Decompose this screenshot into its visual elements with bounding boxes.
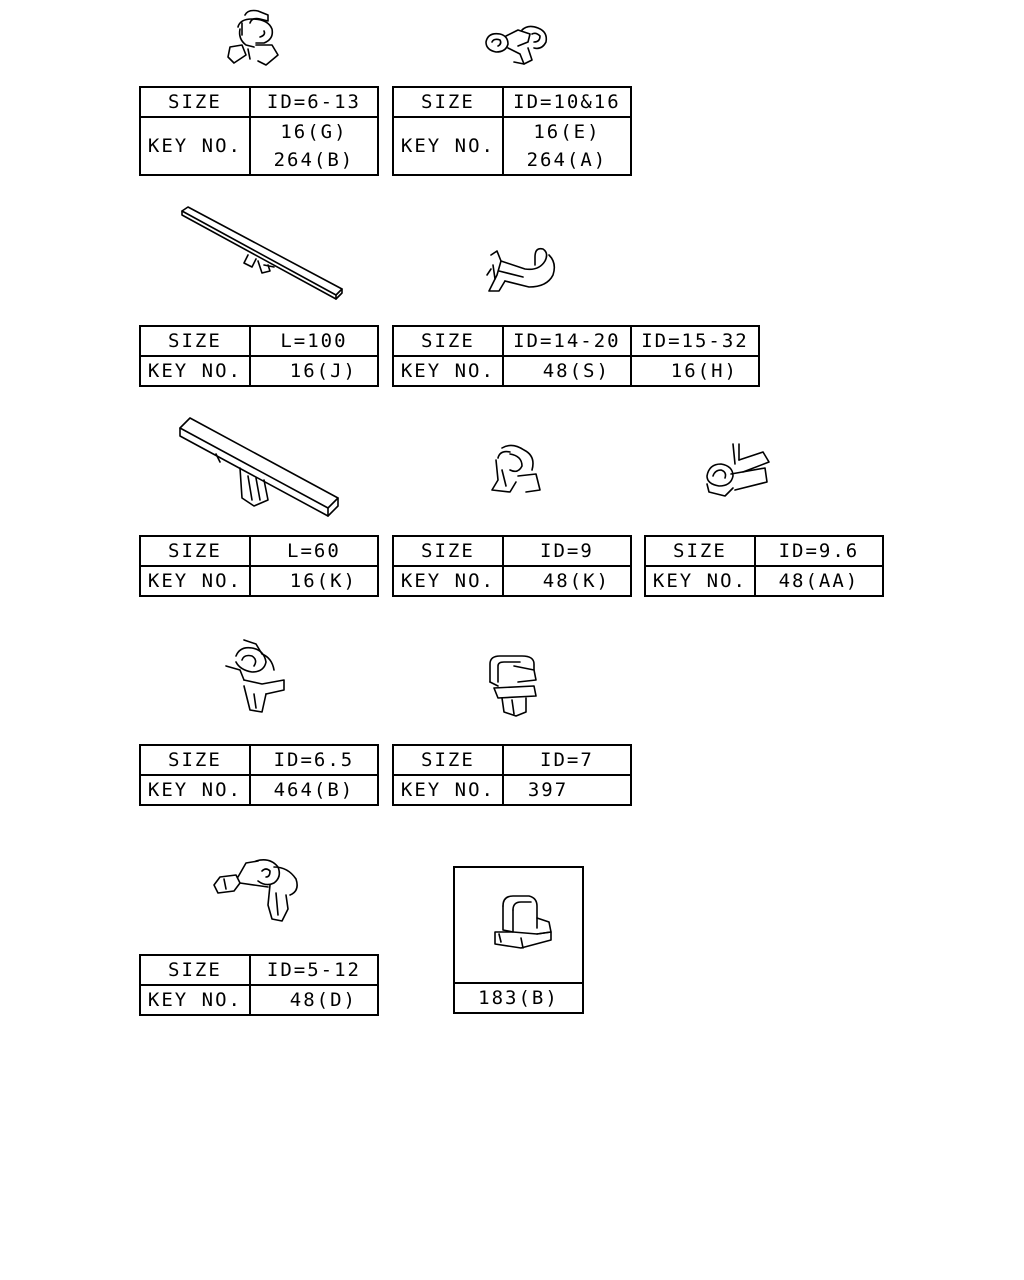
key-no-value: 16(H) <box>631 356 759 386</box>
key-no-label: KEY NO. <box>140 985 250 1015</box>
part-table-id-5-12 <box>139 954 379 1016</box>
part-box-183-b <box>453 866 584 1014</box>
key-no-value: 183(B) <box>455 982 582 1012</box>
part-table-id-6-13 <box>139 86 379 176</box>
size-label: SIZE <box>393 536 503 566</box>
part-table-id-10-16 <box>392 86 632 176</box>
key-no-label: KEY NO. <box>645 566 755 596</box>
size-value: ID=9 <box>503 536 631 566</box>
clip-illustration-id-6-13 <box>220 5 290 70</box>
part-table-id-9 <box>392 535 632 597</box>
key-no-label: KEY NO. <box>140 117 250 175</box>
size-label: SIZE <box>140 955 250 985</box>
key-no-values <box>250 117 378 175</box>
key-no-value: 464(B) <box>250 775 378 805</box>
key-no-value: 264(A) <box>526 149 608 171</box>
band-clip-illustration-l-100 <box>178 205 346 303</box>
key-no-value: 48(K) <box>503 566 631 596</box>
size-value: ID=5-12 <box>250 955 378 985</box>
key-no-value: 16(J) <box>250 356 378 386</box>
clip-illustration-183-b <box>491 892 555 954</box>
size-value: ID=9.6 <box>755 536 883 566</box>
size-value: ID=7 <box>503 745 631 775</box>
size-label: SIZE <box>393 745 503 775</box>
clip-illustration-id-14-20-15-32 <box>483 245 563 297</box>
key-no-label: KEY NO. <box>393 356 503 386</box>
clip-illustration-id-6-5 <box>222 636 292 714</box>
size-label: SIZE <box>393 87 503 117</box>
part-table-id-14-20-15-32 <box>392 325 760 387</box>
clip-illustration-id-9 <box>488 440 548 496</box>
key-no-values <box>503 117 631 175</box>
key-no-label: KEY NO. <box>140 566 250 596</box>
size-value: ID=6-13 <box>250 87 378 117</box>
key-no-value: 397 <box>503 775 631 805</box>
band-clip-illustration-l-60 <box>176 414 342 520</box>
clip-illustration-id-5-12 <box>212 855 304 927</box>
key-no-value: 264(B) <box>273 149 355 171</box>
size-value: ID=14-20 <box>503 326 631 356</box>
key-no-value: 16(G) <box>280 121 348 143</box>
key-no-value: 48(D) <box>250 985 378 1015</box>
size-label: SIZE <box>140 745 250 775</box>
part-table-id-6-5 <box>139 744 379 806</box>
part-table-l-100 <box>139 325 379 387</box>
key-no-label: KEY NO. <box>393 117 503 175</box>
key-no-label: KEY NO. <box>393 566 503 596</box>
size-value: L=100 <box>250 326 378 356</box>
key-no-value: 48(AA) <box>755 566 883 596</box>
size-label: SIZE <box>140 87 250 117</box>
key-no-label: KEY NO. <box>140 356 250 386</box>
key-no-label: KEY NO. <box>140 775 250 805</box>
size-label: SIZE <box>140 326 250 356</box>
clip-illustration-id-7 <box>484 652 544 718</box>
part-table-id-7 <box>392 744 632 806</box>
key-no-value: 16(E) <box>533 121 601 143</box>
clip-illustration-id-10-16 <box>478 20 558 70</box>
size-value: L=60 <box>250 536 378 566</box>
key-no-label: KEY NO. <box>393 775 503 805</box>
key-no-value: 16(K) <box>250 566 378 596</box>
size-label: SIZE <box>140 536 250 566</box>
size-value: ID=6.5 <box>250 745 378 775</box>
size-label: SIZE <box>645 536 755 566</box>
size-value: ID=15-32 <box>631 326 759 356</box>
clip-illustration-id-9-6 <box>703 442 773 498</box>
size-label: SIZE <box>393 326 503 356</box>
part-table-l-60 <box>139 535 379 597</box>
size-value: ID=10&16 <box>503 87 631 117</box>
key-no-value: 48(S) <box>503 356 631 386</box>
part-table-id-9-6 <box>644 535 884 597</box>
